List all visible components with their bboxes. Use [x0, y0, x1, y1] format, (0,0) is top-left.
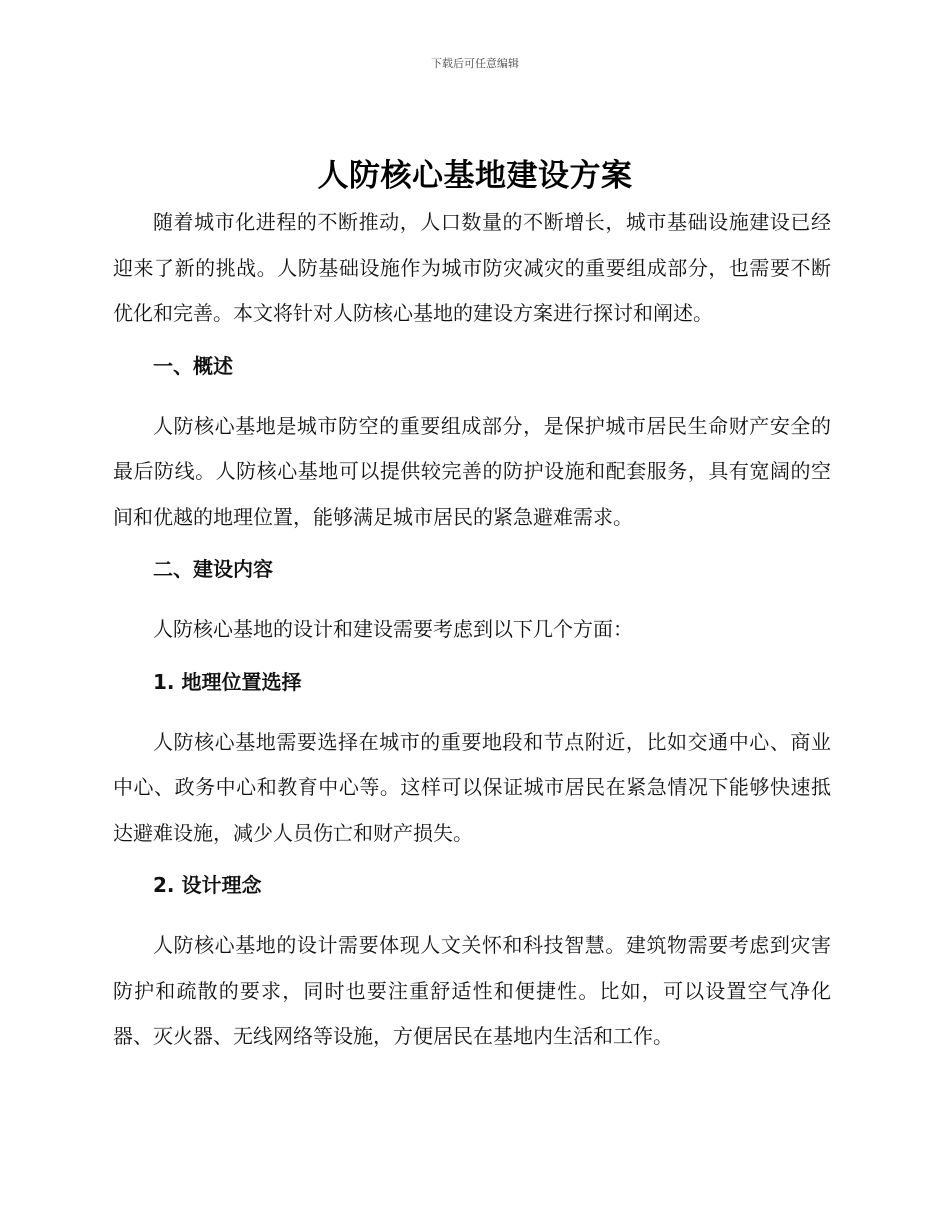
document-title: 人防核心基地建设方案 [317, 158, 633, 194]
location-paragraph: 人防核心基地需要选择在城市的重要地段和节点附近，比如交通中心、商业中心、政务中心和教育中心等。这样可以保证城市居民在紧急情况下能够快速抵达避难设施，减少人员伤亡和财产损失。 [113, 729, 831, 845]
design-paragraph: 人防核心基地的设计需要体现人文关怀和科技智慧。建筑物需要考虑到灾害防护和疏散的要求，同时也要注重舒适性和便捷性。比如，可以设置空气净化器、灭火器、无线网络等设施，方便居民在基地内生活和工作。 [113, 933, 831, 1048]
document-body [113, 200, 831, 1060]
section-heading-location: 1. 地理位置选择 [153, 669, 302, 694]
construction-paragraph: 人防核心基地的设计和建设需要考虑到以下几个方面： [153, 617, 633, 641]
header-note: 下载后可任意编辑 [431, 57, 519, 70]
section-heading-design: 2. 设计理念 [153, 873, 262, 897]
intro-paragraph: 随着城市化进程的不断推动，人口数量的不断增长，城市基础设施建设已经迎来了新的挑战。人防基础设施作为城市防灾减灾的重要组成部分，也需要不断优化和完善。本文将针对人防核心基地的建设方案进行探讨和阐述。 [113, 210, 831, 325]
section-heading-overview: 一、概述 [153, 353, 233, 378]
section-heading-construction: 二、建设内容 [153, 557, 273, 581]
overview-paragraph: 人防核心基地是城市防空的重要组成部分，是保护城市居民生命财产安全的最后防线。人防核心基地可以提供较完善的防护设施和配套服务，具有宽阔的空间和优越的地理位置，能够满足城市居民的紧急避难需求。 [113, 413, 831, 529]
